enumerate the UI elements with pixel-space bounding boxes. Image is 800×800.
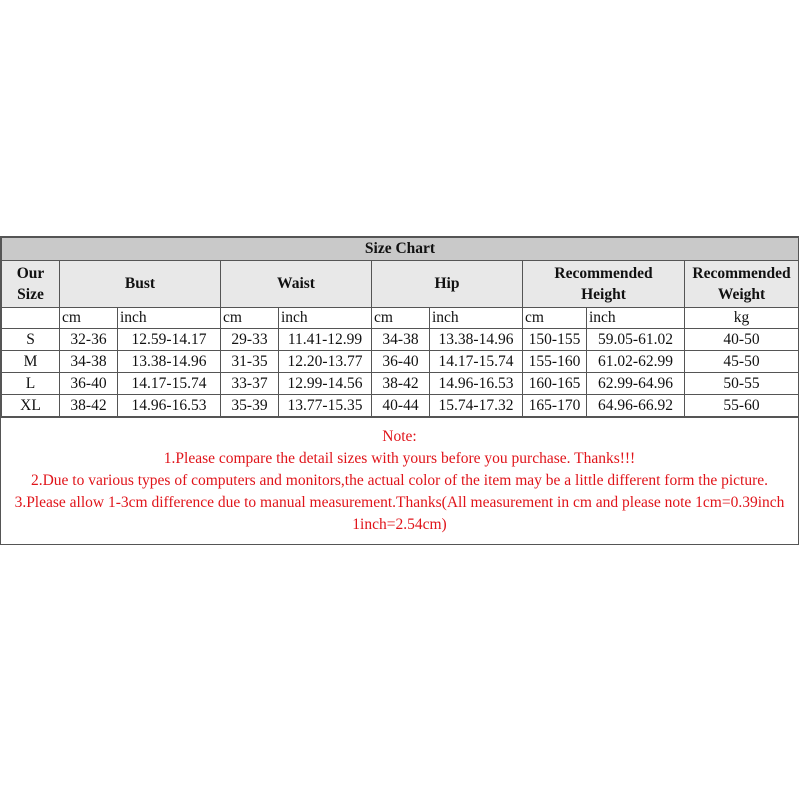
waist-cm-cell: 33-37 bbox=[221, 373, 279, 395]
height-cm-cell: 155-160 bbox=[523, 351, 587, 373]
waist-cm-cell: 35-39 bbox=[221, 395, 279, 417]
height-inch-cell: 61.02-62.99 bbox=[587, 351, 685, 373]
note-line-3: 3.Please allow 1-3cm difference due to manual measurement.Thanks(All measurement in cm and please note 1cm=0.39inch 1inch=2.54cm) bbox=[14, 494, 785, 533]
size-chart bbox=[0, 236, 799, 545]
weight-cell: 45-50 bbox=[685, 351, 799, 373]
waist-cm-cell: 31-35 bbox=[221, 351, 279, 373]
header-height: Recommended Height bbox=[523, 261, 685, 308]
size-cell: L bbox=[2, 373, 60, 395]
header-size: Our Size bbox=[2, 261, 60, 308]
waist-inch-cell: 12.20-13.77 bbox=[279, 351, 372, 373]
header-waist: Waist bbox=[221, 261, 372, 308]
size-cell: S bbox=[2, 329, 60, 351]
unit-row bbox=[2, 308, 799, 329]
bust-cm-cell: 32-36 bbox=[60, 329, 118, 351]
size-cell: M bbox=[2, 351, 60, 373]
notes-section bbox=[1, 417, 798, 544]
hip-inch-cell: 13.38-14.96 bbox=[430, 329, 523, 351]
bust-inch-cell: 12.59-14.17 bbox=[118, 329, 221, 351]
height-cm-cell: 165-170 bbox=[523, 395, 587, 417]
waist-inch-cell: 12.99-14.56 bbox=[279, 373, 372, 395]
height-inch-cell: 62.99-64.96 bbox=[587, 373, 685, 395]
waist-inch-cell: 11.41-12.99 bbox=[279, 329, 372, 351]
hip-cm-cell: 40-44 bbox=[372, 395, 430, 417]
weight-cell: 50-55 bbox=[685, 373, 799, 395]
header-hip: Hip bbox=[372, 261, 523, 308]
table-row bbox=[2, 373, 799, 395]
unit-hip-cm: cm bbox=[372, 308, 430, 329]
hip-inch-cell: 15.74-17.32 bbox=[430, 395, 523, 417]
header-weight: Recommended Weight bbox=[685, 261, 799, 308]
table-row bbox=[2, 395, 799, 417]
bust-inch-cell: 14.17-15.74 bbox=[118, 373, 221, 395]
chart-title: Size Chart bbox=[2, 238, 799, 261]
table-row bbox=[2, 351, 799, 373]
height-cm-cell: 150-155 bbox=[523, 329, 587, 351]
hip-inch-cell: 14.17-15.74 bbox=[430, 351, 523, 373]
header-row bbox=[2, 261, 799, 308]
unit-height-inch: inch bbox=[587, 308, 685, 329]
unit-weight-kg: kg bbox=[685, 308, 799, 329]
table-row bbox=[2, 329, 799, 351]
note-line-2: 2.Due to various types of computers and monitors,the actual color of the item may be a little different form the picture. bbox=[30, 472, 769, 489]
unit-waist-cm: cm bbox=[221, 308, 279, 329]
hip-cm-cell: 38-42 bbox=[372, 373, 430, 395]
bust-cm-cell: 34-38 bbox=[60, 351, 118, 373]
unit-height-cm: cm bbox=[523, 308, 587, 329]
bust-inch-cell: 14.96-16.53 bbox=[118, 395, 221, 417]
unit-size-blank bbox=[2, 308, 60, 329]
height-inch-cell: 64.96-66.92 bbox=[587, 395, 685, 417]
unit-bust-cm: cm bbox=[60, 308, 118, 329]
size-cell: XL bbox=[2, 395, 60, 417]
bust-cm-cell: 38-42 bbox=[60, 395, 118, 417]
weight-cell: 55-60 bbox=[685, 395, 799, 417]
bust-cm-cell: 36-40 bbox=[60, 373, 118, 395]
note-line-1: 1.Please compare the detail sizes with yours before you purchase. Thanks!!! bbox=[163, 450, 636, 467]
header-bust: Bust bbox=[60, 261, 221, 308]
waist-inch-cell: 13.77-15.35 bbox=[279, 395, 372, 417]
hip-cm-cell: 36-40 bbox=[372, 351, 430, 373]
hip-inch-cell: 14.96-16.53 bbox=[430, 373, 523, 395]
bust-inch-cell: 13.38-14.96 bbox=[118, 351, 221, 373]
waist-cm-cell: 29-33 bbox=[221, 329, 279, 351]
height-inch-cell: 59.05-61.02 bbox=[587, 329, 685, 351]
hip-cm-cell: 34-38 bbox=[372, 329, 430, 351]
notes-heading: Note: bbox=[382, 428, 417, 445]
unit-waist-inch: inch bbox=[279, 308, 372, 329]
unit-bust-inch: inch bbox=[118, 308, 221, 329]
unit-hip-inch: inch bbox=[430, 308, 523, 329]
weight-cell: 40-50 bbox=[685, 329, 799, 351]
height-cm-cell: 160-165 bbox=[523, 373, 587, 395]
size-chart-table bbox=[1, 237, 799, 417]
